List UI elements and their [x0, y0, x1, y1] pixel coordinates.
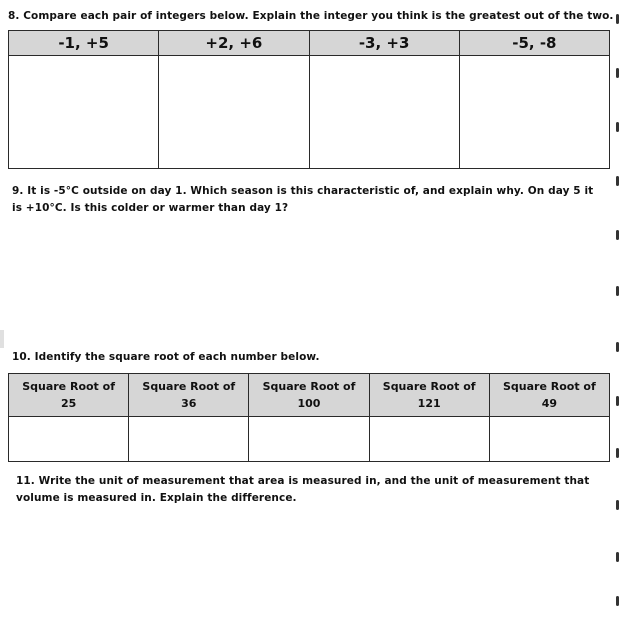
answer-cell-2[interactable]	[159, 56, 309, 169]
sqrt-header-label: Square Root of	[502, 380, 596, 393]
sqrt-header-label: Square Root of	[22, 380, 115, 393]
question-9-prompt: 9. It is -5°C outside on day 1. Which season is this characteristic of, and explain why. On day 5 it is +10°C. Is this colder or warmer than day 1?	[12, 185, 594, 214]
pair-header-3: -3, +3	[309, 31, 459, 56]
question-10-prompt: 10. Identify the square root of each number below.	[12, 351, 320, 363]
sqrt-header-3	[249, 374, 369, 417]
sqrt-answer-cell-3[interactable]	[249, 417, 369, 462]
sqrt-header-number: 36	[181, 397, 197, 410]
section-divider	[0, 330, 4, 348]
binder-mark	[616, 176, 619, 186]
binder-mark	[616, 14, 619, 24]
pair-header-1: -1, +5	[9, 31, 159, 56]
sqrt-header-number: 49	[541, 397, 558, 410]
integer-comparison-table	[8, 30, 610, 169]
square-root-table	[8, 373, 610, 462]
sqrt-header-1	[9, 374, 129, 417]
binder-mark	[616, 448, 619, 458]
sqrt-answer-cell-2[interactable]	[129, 417, 249, 462]
sqrt-answer-cell-5[interactable]	[489, 417, 609, 462]
answer-cell-3[interactable]	[309, 56, 459, 169]
binder-mark	[616, 68, 619, 78]
binder-mark	[616, 552, 619, 562]
binder-mark	[616, 286, 619, 296]
binder-mark	[616, 122, 619, 132]
question-8-prompt: 8. Compare each pair of integers below. Explain the integer you think is the greatest out of the two.	[8, 10, 614, 22]
answer-cell-4[interactable]	[459, 56, 609, 169]
sqrt-answer-cell-1[interactable]	[9, 417, 129, 462]
question-11-prompt: 11. Write the unit of measurement that area is measured in, and the unit of measurement that volume is measured in. Explain the difference.	[16, 475, 590, 504]
binder-mark	[616, 500, 619, 510]
binder-mark	[616, 596, 619, 606]
binder-mark	[616, 342, 619, 352]
binder-mark	[616, 396, 619, 406]
sqrt-header-label: Square Root of	[382, 380, 476, 393]
sqrt-header-number: 121	[417, 397, 441, 410]
sqrt-header-number: 25	[60, 397, 77, 410]
sqrt-header-label: Square Root of	[142, 380, 236, 393]
binder-mark	[616, 230, 619, 240]
answer-cell-1[interactable]	[9, 56, 159, 169]
pair-header-2: +2, +6	[159, 31, 309, 56]
sqrt-header-number: 100	[297, 397, 321, 410]
sqrt-header-2	[129, 374, 249, 417]
sqrt-header-label: Square Root of	[262, 380, 356, 393]
sqrt-header-4	[369, 374, 489, 417]
sqrt-answer-cell-4[interactable]	[369, 417, 489, 462]
pair-header-4: -5, -8	[459, 31, 609, 56]
sqrt-header-5	[489, 374, 609, 417]
